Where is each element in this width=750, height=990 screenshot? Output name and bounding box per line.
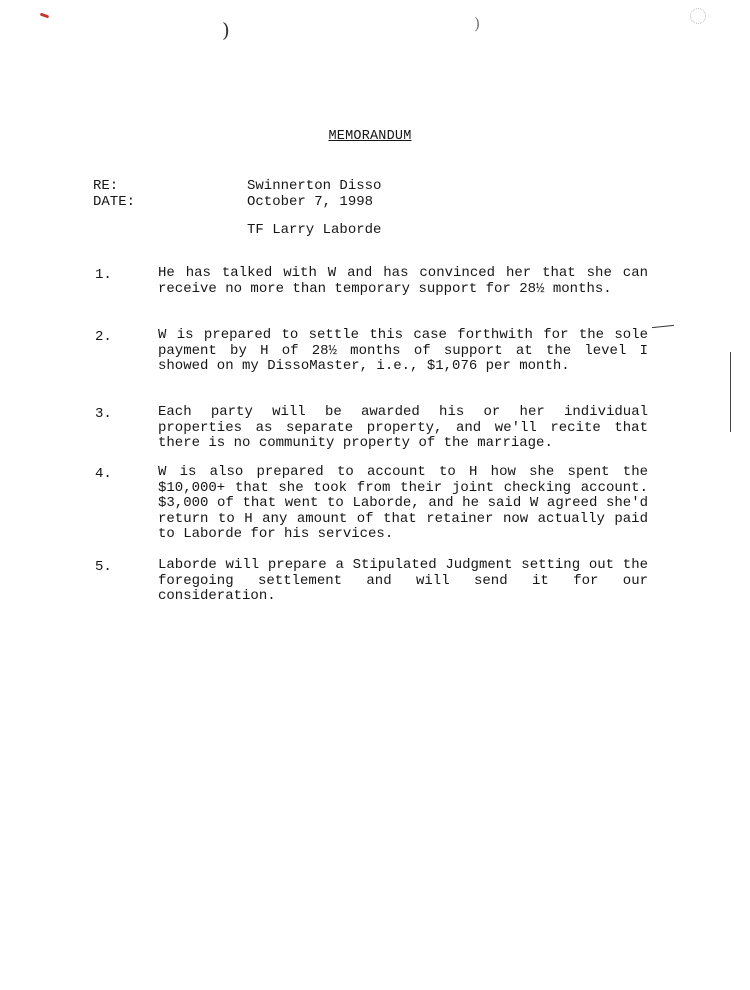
- re-value: Swinnerton Disso: [247, 178, 382, 194]
- date-label: DATE:: [93, 194, 136, 210]
- item-text: Laborde will prepare a Stipulated Judgment setting out the foregoing settlement and will send it for our consideration.: [158, 557, 648, 605]
- item-number: 2.: [95, 329, 112, 345]
- hole-punch-mark-right: ): [474, 14, 481, 33]
- item-number: 5.: [95, 559, 112, 575]
- item-number: 3.: [95, 406, 112, 422]
- date-value: October 7, 1998: [247, 194, 374, 210]
- corner-smudge: [690, 8, 706, 24]
- item-number: 4.: [95, 466, 112, 482]
- item-text: W is prepared to settle this case forthwith for the sole payment by H of 28½ months of support at the level I showed on my DissoMaster, i.e., $1,076 per month.: [158, 327, 648, 375]
- margin-tick-right: [652, 325, 674, 328]
- hole-punch-mark-left: ): [222, 18, 230, 42]
- item-text: W is also prepared to account to H how she spent the $10,000+ that she took from their joint checking account. $3,000 of that went to Laborde, and he said W agreed she'd return to H any amount of that retainer now actually paid to Laborde for his services.: [158, 464, 648, 543]
- margin-line-right: [730, 352, 732, 432]
- item-text: Each party will be awarded his or her individual properties as separate property, and we'll recite that there is no community property of the marriage.: [158, 404, 648, 452]
- re-label: RE:: [93, 178, 119, 194]
- red-ink-mark: [40, 13, 49, 19]
- memo-title: MEMORANDUM: [328, 129, 412, 144]
- tf-line: TF Larry Laborde: [247, 222, 382, 238]
- item-number: 1.: [95, 267, 112, 283]
- item-text: He has talked with W and has convinced her that she can receive no more than temporary support for 28½ months.: [158, 265, 648, 297]
